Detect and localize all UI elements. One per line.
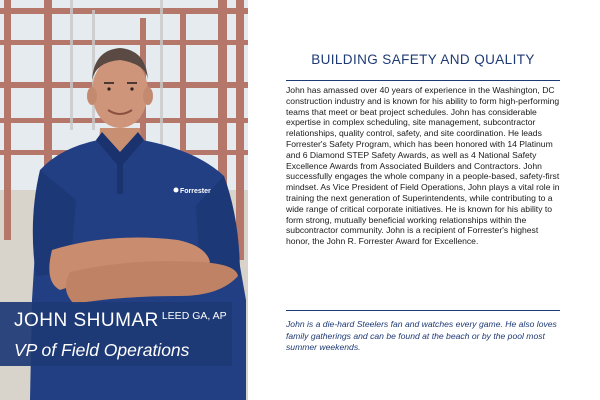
personal-note: John is a die-hard Steelers fan and watches every game. He also loves family gatherings and can be found at the beach or by the pool most summer weekends.	[286, 319, 557, 352]
bio-divider	[286, 310, 560, 311]
credentials-text: LEED GA, AP	[161, 310, 227, 322]
name-text: JOHN SHUMAR	[14, 310, 159, 331]
job-title: VP of Field Operations	[14, 340, 190, 360]
bio-paragraph: John has amassed over 40 years of experience in the Washington, DC construction industry and is known for his ability to form high-performing teams that meet or beat project schedules. John has considerable expertise in complex scheduling, site management, subcontractor relationships, quality control, safety, and site coordination. He leads Forrester's Safety Program, which has been honored with 14 Platinum and 6 Diamond STEP Safety Awards, as well as 4 National Safety Excellence Awards from Associated Builders and Contractors. John successfully engages the whole company in a people-based, safety-first mindset. As Vice President of Field Operations, John plays a vital role in training the next generation of Superintendents, while contributing to a wide range of critical corporate initiatives. He is known for his ability to form strong, mutually beneficial working relationships within the subcontractor community. John is a recipient of Forrester's highest honor, the John R. Forrester Award for Excellence.	[286, 85, 560, 247]
heading-divider	[286, 80, 560, 81]
person-name	[14, 310, 227, 332]
section-heading: BUILDING SAFETY AND QUALITY	[311, 52, 535, 67]
shirt-logo: Forrester	[180, 188, 211, 195]
